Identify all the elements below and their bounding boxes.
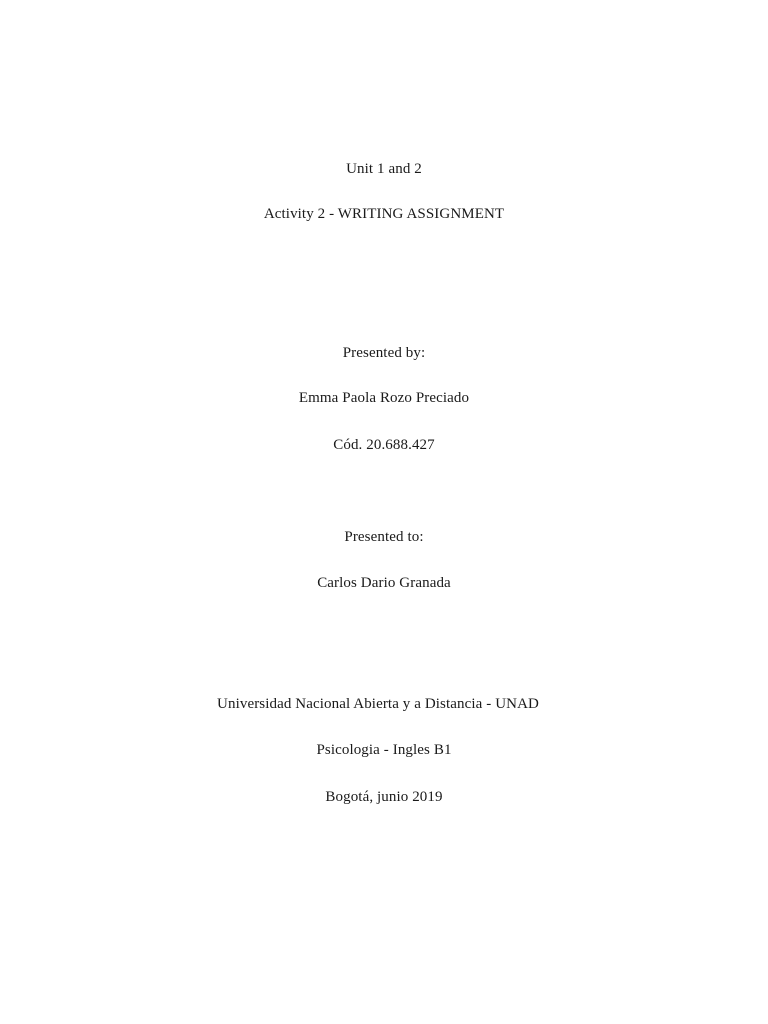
presented-to-label: Presented to: [344, 529, 424, 545]
presenter-name: Emma Paola Rozo Preciado [298, 390, 470, 406]
program-name: Psicologia - Ingles B1 [316, 742, 452, 758]
presenter-code: Cód. 20.688.427 [333, 437, 435, 453]
recipient-name: Carlos Dario Granada [317, 575, 451, 591]
activity-title: Activity 2 - WRITING ASSIGNMENT [263, 206, 505, 222]
place-and-date: Bogotá, junio 2019 [325, 789, 443, 805]
presented-by-label: Presented by: [342, 345, 426, 361]
unit-title: Unit 1 and 2 [346, 161, 422, 177]
university-name: Universidad Nacional Abierta y a Distancia - UNAD [217, 696, 539, 712]
